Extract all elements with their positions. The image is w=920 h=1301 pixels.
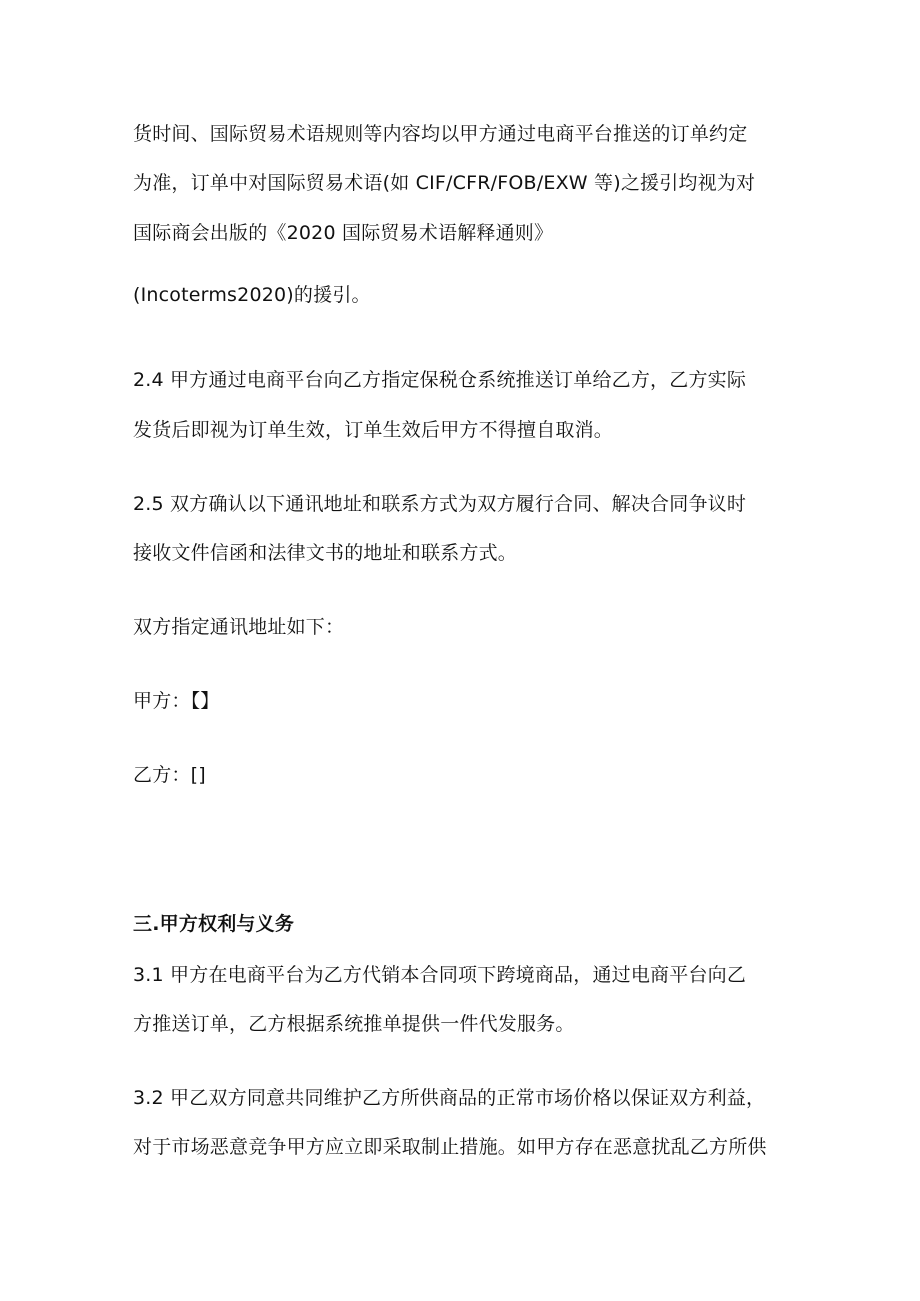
party-b-address: 乙方：[] (133, 764, 206, 786)
clause-2-4-line: 2.4 甲方通过电商平台向乙方指定保税仓系统推送订单给乙方，乙方实际 (133, 369, 747, 391)
clause-2-5-line: 2.5 双方确认以下通讯地址和联系方式为双方履行合同、解决合同争议时 (133, 493, 747, 515)
paragraph-line: 货时间、国际贸易术语规则等内容均以甲方通过电商平台推送的订单约定 (133, 123, 748, 145)
paragraph-line: (Incoterms2020)的援引。 (133, 284, 371, 306)
clause-2-4-line: 发货后即视为订单生效，订单生效后甲方不得擅自取消。 (133, 419, 614, 441)
paragraph-line: 为准，订单中对国际贸易术语(如 CIF/CFR/FOB/EXW 等)之援引均视为对 (133, 172, 756, 194)
party-a-address: 甲方：【】 (133, 690, 220, 712)
clause-3-1-line: 3.1 甲方在电商平台为乙方代销本合同项下跨境商品，通过电商平台向乙 (133, 964, 747, 986)
paragraph-line: 国际商会出版的《2020 国际贸易术语解释通则》 (133, 222, 554, 244)
clause-2-5-line: 接收文件信函和法律文书的地址和联系方式。 (133, 542, 518, 564)
clause-3-2-line: 对于市场恶意竞争甲方应立即采取制止措施。如甲方存在恶意扰乱乙方所供 (133, 1136, 767, 1158)
clause-3-1-line: 方推送订单，乙方根据系统推单提供一件代发服务。 (133, 1013, 575, 1035)
section-heading: 三.甲方权利与义务 (133, 913, 295, 935)
clause-3-2-line: 3.2 甲乙双方同意共同维护乙方所供商品的正常市场价格以保证双方利益， (133, 1087, 766, 1109)
address-intro: 双方指定通讯地址如下： (133, 616, 345, 638)
